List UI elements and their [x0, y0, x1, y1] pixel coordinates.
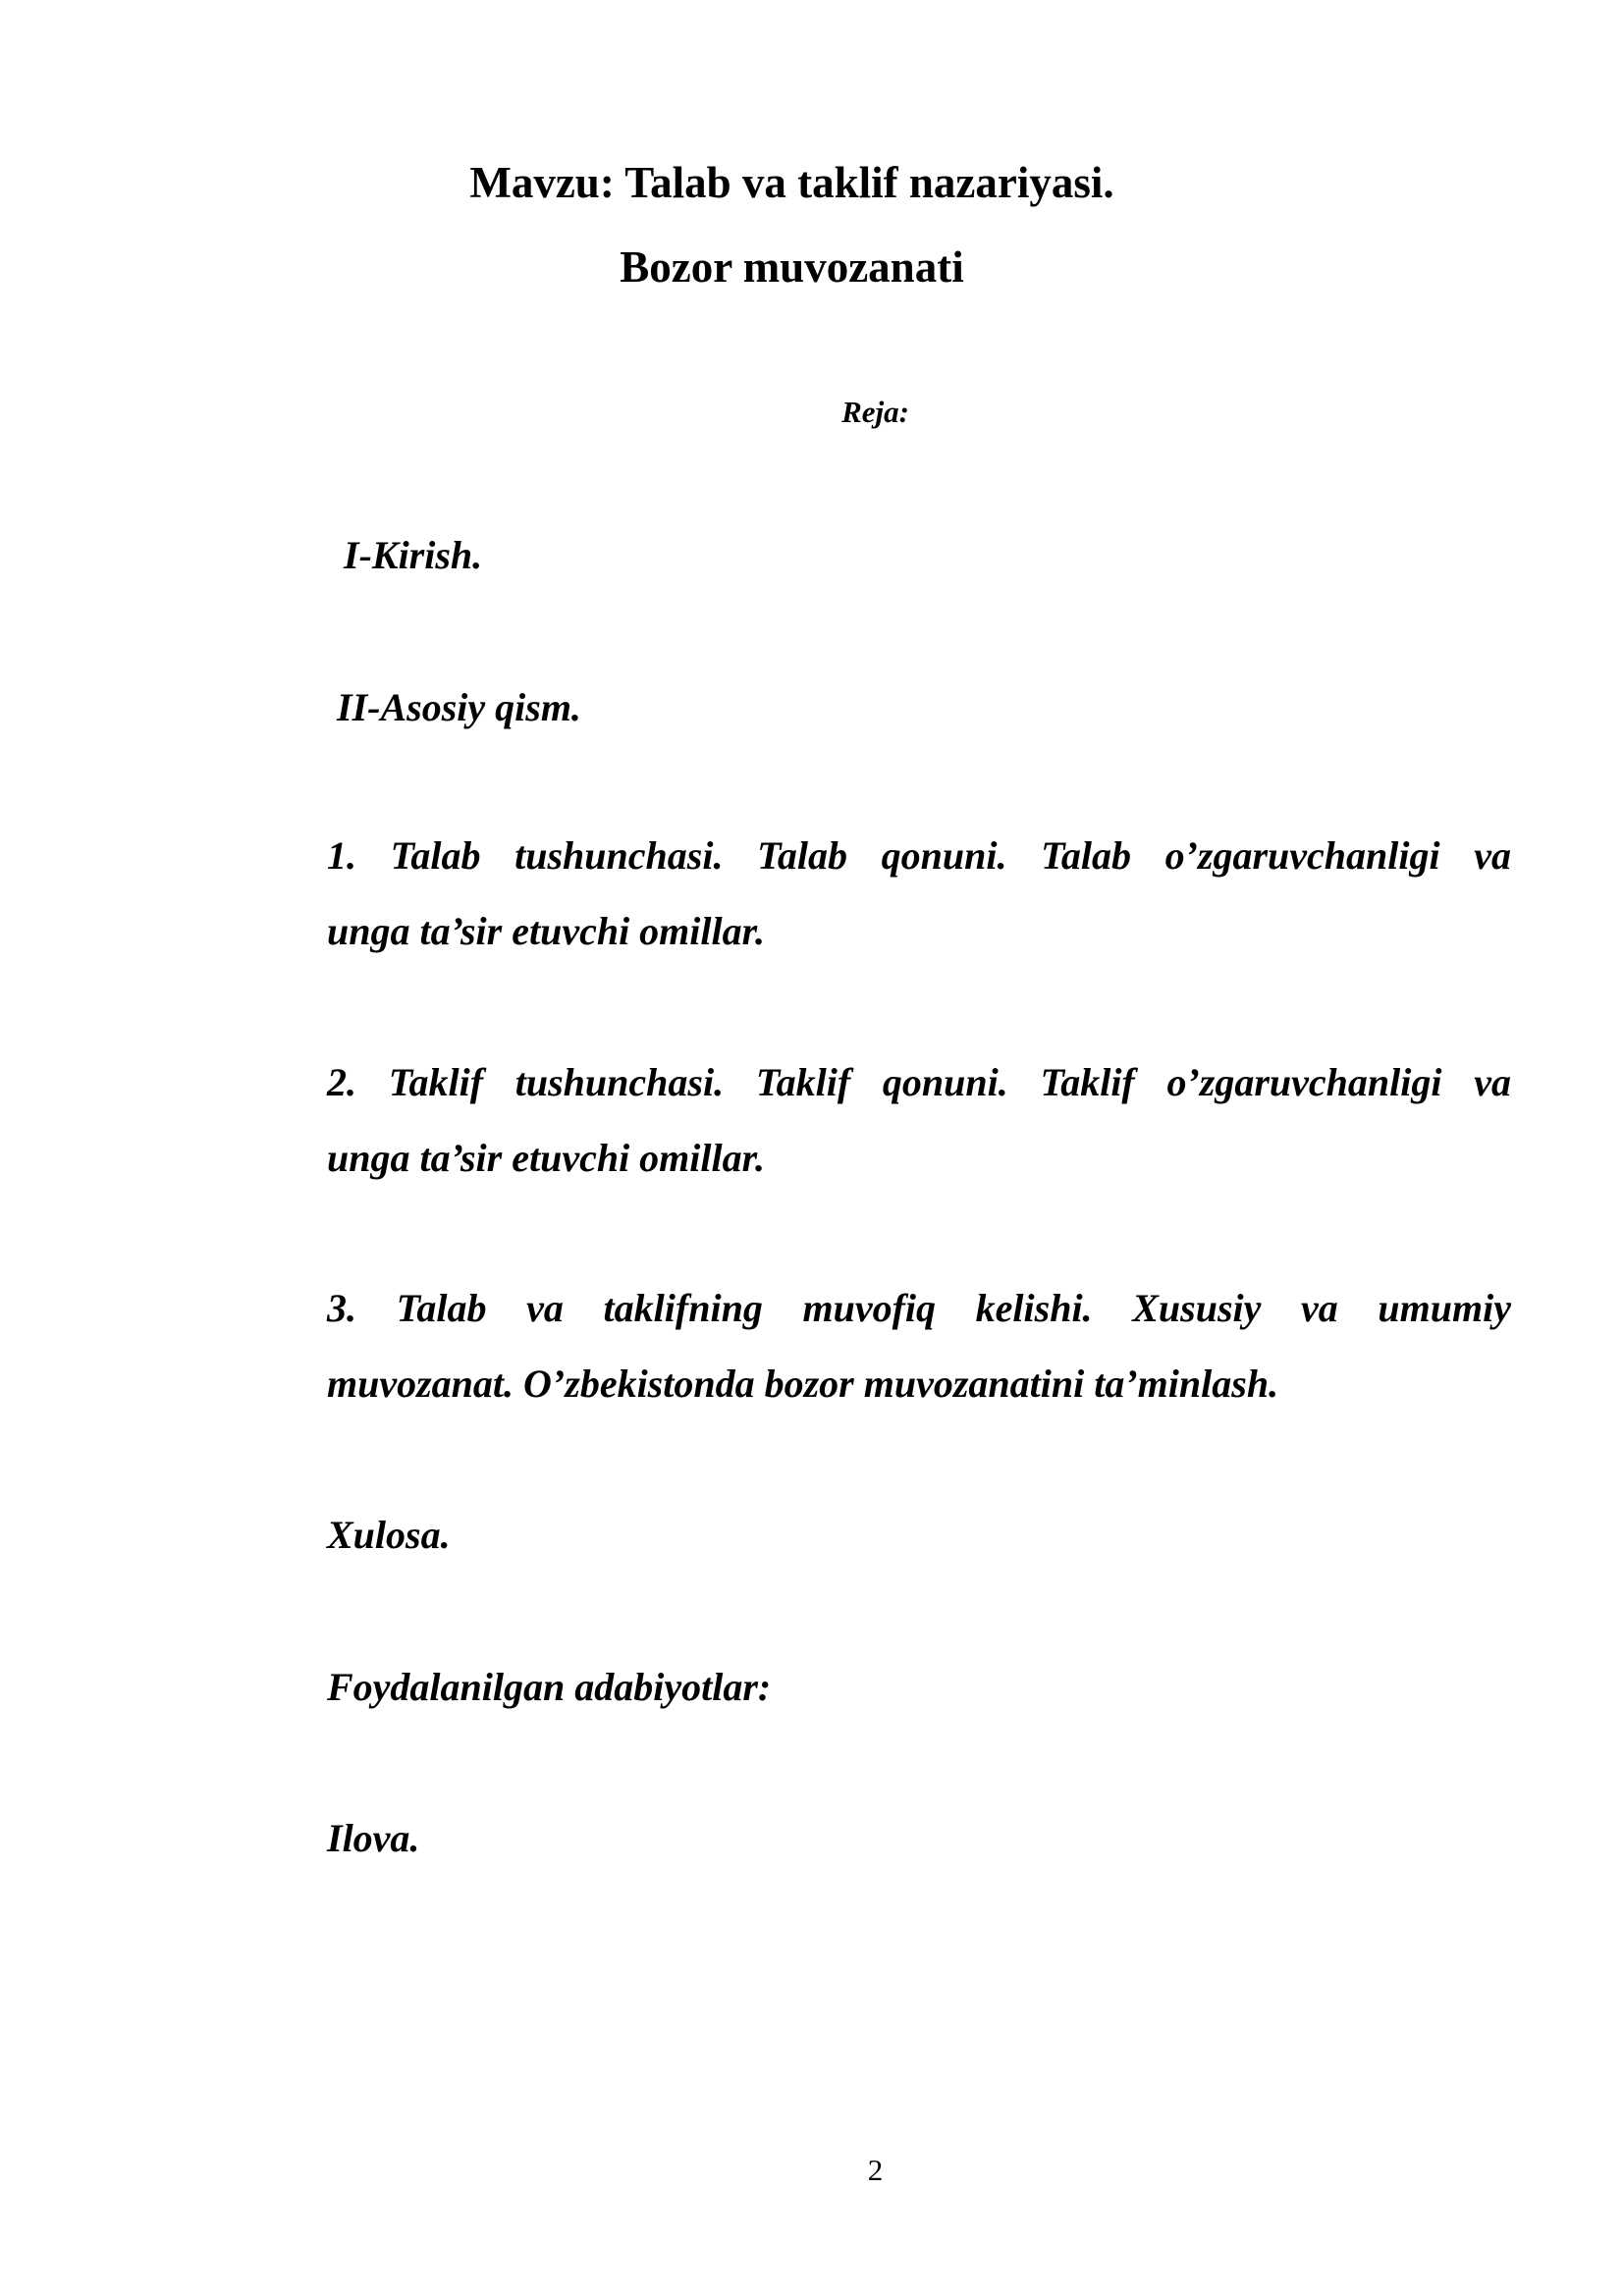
plan-item-2-line-2: unga ta’sir etuvchi omillar.: [327, 1136, 765, 1180]
document-title-line-2: Bozor muvozanati: [620, 242, 964, 292]
plan-item-3-line-1: 3. Talab va taklifning muvofiq kelishi. Xususiy va umumiy: [327, 1286, 1511, 1330]
plan-item-appendix: Ilova.: [327, 1816, 420, 1860]
plan-item-references: Foydalanilgan adabiyotlar:: [327, 1665, 772, 1709]
plan-item-3: [327, 1286, 1511, 1406]
plan-item-intro: I-Kirish.: [344, 533, 483, 577]
document-title-line-1: Mavzu: Talab va taklif nazariyasi.: [469, 158, 1114, 207]
plan-item-main-part: II-Asosiy qism.: [337, 685, 581, 729]
plan-heading: Reja:: [841, 395, 909, 429]
plan-item-1: [327, 833, 1511, 953]
plan-item-2-line-1: 2. Taklif tushunchasi. Taklif qonuni. Taklif o’zgaruvchanligi va: [327, 1060, 1511, 1104]
plan-item-3-line-2: muvozanat. O’zbekistonda bozor muvozanatini ta’minlash.: [327, 1362, 1279, 1406]
plan-item-2: [327, 1060, 1511, 1180]
plan-item-1-line-2: unga ta’sir etuvchi omillar.: [327, 909, 765, 953]
plan-item-1-line-1: 1. Talab tushunchasi. Talab qonuni. Talab o’zgaruvchanligi va: [327, 833, 1511, 878]
plan-item-conclusion: Xulosa.: [327, 1513, 451, 1557]
page-number: 2: [867, 2153, 884, 2187]
